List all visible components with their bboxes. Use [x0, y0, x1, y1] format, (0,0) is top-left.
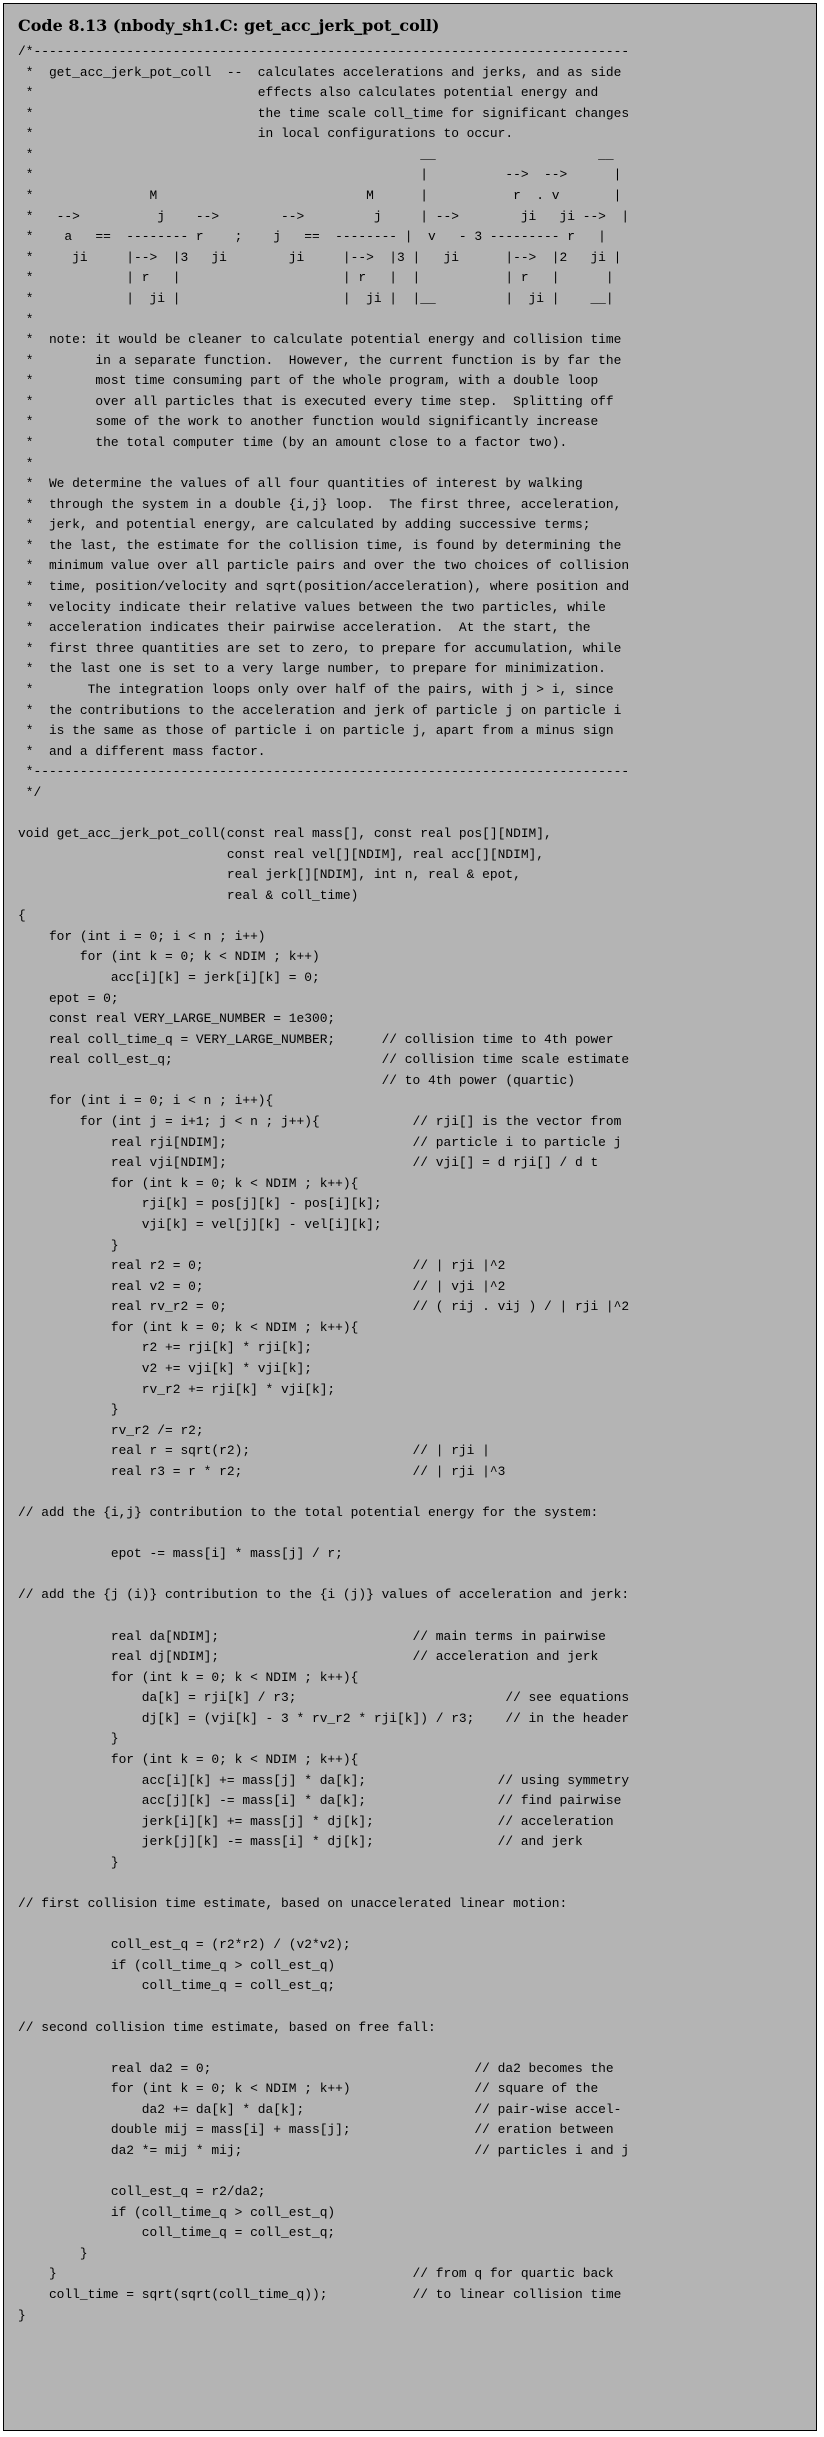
code-caption: Code 8.13 (nbody_sh1.C: get_acc_jerk_pot_coll) — [18, 16, 440, 35]
code-listing-box — [3, 3, 817, 2431]
source-code-block: /*----------------------------------------------------------------------------- * get_acc_jerk_pot_coll -- calculates accelerations and jerks, and as side * effects also calculates potential energy and * the time scale coll_time for significant changes * in local configurations to occur. * __ __ * | --> --> | * M M | r . v | * --> j --> --> j | --> ji ji --> | * a == -------- r ; j == -------- | v - 3 --------- r | * ji |--> |3 ji ji |--> |3 | ji |--> |2 ji | * | r | | r | | | r | | * | ji | | ji | |__ | ji | __| * * note: it would be cleaner to calculate potential energy and collision time * in a separate function. However, the current function is by far the * most time consuming part of the whole program, with a double loop * over all particles that is executed every time step. Splitting off * some of the work to another function would significantly increase * the total computer time (by an amount close to a factor two). * * We determine the values of all four quantities of interest by walking * through the system in a double {i,j} loop. The first three, acceleration, * jerk, and potential energy, are calculated by adding successive terms; * the last, the estimate for the collision time, is found by determining the * minimum value over all particle pairs and over the two choices of collision * time, position/velocity and sqrt(position/acceleration), where position and * velocity indicate their relative values between the two particles, while * acceleration indicates their pairwise acceleration. At the start, the * first three quantities are set to zero, to prepare for accumulation, while * the last one is set to a very large number, to prepare for minimization. * The integration loops only over half of the pairs, with j > i, since * the contributions to the acceleration and jerk of particle j on particle i * is the same as those of particle i on particle j, apart from a minus sign * and a different mass factor. *----------------------------------------------------------------------------- */ void get_acc_jerk_pot_coll(const real mass[], const real pos[][NDIM], const real vel[][NDIM], real acc[][NDIM], real jerk[][NDIM], int n, real & epot, real & coll_time) { for (int i = 0; i < n ; i++) for (int k = 0; k < NDIM ; k++) acc[i][k] = jerk[i][k] = 0; epot = 0; const real VERY_LARGE_NUMBER = 1e300; real coll_time_q = VERY_LARGE_NUMBER; // collision time to 4th power real coll_est_q; // collision time scale estimate // to 4th power (quartic) for (int i = 0; i < n ; i++){ for (int j = i+1; j < n ; j++){ // rji[] is the vector from real rji[NDIM]; // particle i to particle j real vji[NDIM]; // vji[] = d rji[] / d t for (int k = 0; k < NDIM ; k++){ rji[k] = pos[j][k] - pos[i][k]; vji[k] = vel[j][k] - vel[i][k]; } real r2 = 0; // | rji |^2 real v2 = 0; // | vji |^2 real rv_r2 = 0; // ( rij . vij ) / | rji |^2 for (int k = 0; k < NDIM ; k++){ r2 += rji[k] * rji[k]; v2 += vji[k] * vji[k]; rv_r2 += rji[k] * vji[k]; } rv_r2 /= r2; real r = sqrt(r2); // | rji | real r3 = r * r2; // | rji |^3 // add the {i,j} contribution to the total potential energy for the system: epot -= mass[i] * mass[j] / r; // add the {j (i)} contribution to the {i (j)} values of acceleration and jerk: real da[NDIM]; // main terms in pairwise real dj[NDIM]; // acceleration and jerk for (int k = 0; k < NDIM ; k++){ da[k] = rji[k] / r3; // see equations dj[k] = (vji[k] - 3 * rv_r2 * rji[k]) / r3; // in the header } for (int k = 0; k < NDIM ; k++){ acc[i][k] += mass[j] * da[k]; // using symmetry acc[j][k] -= mass[i] * da[k]; // find pairwise jerk[i][k] += mass[j] * dj[k]; // acceleration jerk[j][k] -= mass[i] * dj[k]; // and jerk } // first collision time estimate, based on unaccelerated linear motion: coll_est_q = (r2*r2) / (v2*v2); if (coll_time_q > coll_est_q) coll_time_q = coll_est_q; // second collision time estimate, based on free fall: real da2 = 0; // da2 becomes the for (int k = 0; k < NDIM ; k++) // square of the da2 += da[k] * da[k]; // pair-wise accel- double mij = mass[i] + mass[j]; // eration between da2 *= mij * mij; // particles i and j coll_est_q = r2/da2; if (coll_time_q > coll_est_q) coll_time_q = coll_est_q; } } // from q for quartic back coll_time = sqrt(sqrt(coll_time_q)); // to linear collision time } — [18, 44, 630, 2323]
